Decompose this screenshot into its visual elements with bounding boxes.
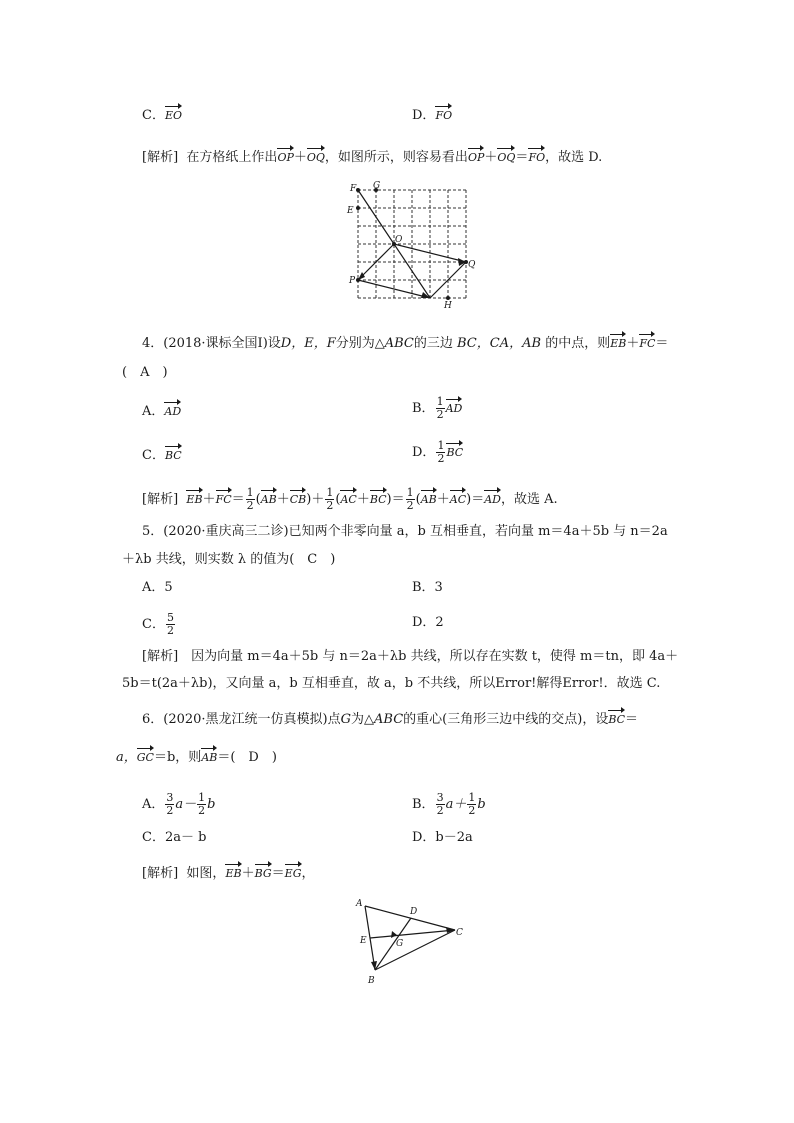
q5-analysis-line2: 5b＝t(2a＋λb)，又向量 a，b 互相垂直，故 a，b 不共线，所以Error!解得Error!．故选 C. (122, 676, 661, 691)
q4-option-b: B． $\frac{1}{2}$ AD (412, 395, 463, 421)
q5-option-c: C． $\frac{5}{2}$ (142, 611, 174, 637)
q5-option-b: B．3 (412, 580, 443, 595)
fig-label-o: O (395, 235, 403, 245)
q3-analysis: [解析] 在方格纸上作出OP＋OQ，如图所示，则容易看出OP＋OQ＝FO，故选 D. (142, 146, 602, 167)
q6-option-a: A． $\frac{3}{2}$ a－ $\frac{1}{2}$ b (142, 791, 216, 817)
fig-label-e: E (347, 206, 354, 216)
q5-analysis-line1: [解析] 因为向量 m＝4a＋5b 与 n＝2a＋λb 共线，所以存在实数 t，使得 m＝tn，即 4a＋ (142, 649, 679, 664)
q3-option-d: D．FO (412, 104, 452, 125)
vector-eo: EO (165, 104, 182, 122)
fig-label-g: G (373, 181, 381, 191)
q4-option-d: D． $\frac{1}{2}$ BC (412, 439, 464, 465)
q5-stem-line1: 5．(2020·重庆高三二诊)已知两个非零向量 a，b 互相垂直，若向量 m＝4a＋5b 与 n＝2a (142, 524, 668, 539)
q3-option-c: C．EO (142, 104, 182, 125)
q6-analysis: [解析] 如图，EB＋BG＝EG， (142, 862, 315, 883)
vector-fo: FO (435, 104, 452, 122)
q4-option-c: C．BC (142, 444, 182, 465)
tri-label-g: G (396, 939, 404, 949)
fig-label-q: Q (468, 260, 476, 270)
tri-label-c: C (456, 928, 463, 938)
q6-option-b: B． $\frac{3}{2}$ a＋ $\frac{1}{2}$ b (412, 791, 486, 817)
q6-stem-line2: a，GC＝b，则AB＝( D ) (116, 746, 277, 767)
fig-label-h: H (444, 301, 452, 308)
q6-option-c: C．2a－ b (142, 830, 207, 845)
q5-stem-line2: ＋λb 共线，则实数 λ 的值为( C ) (122, 552, 336, 567)
tri-label-b: B (368, 976, 375, 986)
q4-analysis: [解析] EB＋FC＝ $\frac{1}{2}$ (AB＋CB)＋ $\frac{1}{2}$ (AC＋BC)＝ $\frac{1}{2}$ (AB＋AC)＝AD，故选 A. (142, 486, 558, 512)
q5-option-a: A．5 (142, 580, 173, 595)
q4-stem: 4．(2018·课标全国Ⅰ)设D，E，F分别为△ABC的三边 BC，CA，AB 的中点，则EB＋FC＝ (142, 332, 668, 353)
q6-option-d: D．b－2a (412, 830, 473, 845)
tri-label-d: D (410, 907, 418, 917)
triangle-centroid-figure (350, 894, 470, 990)
grid-vector-figure (340, 180, 480, 308)
q4-option-a: A．AD (142, 400, 181, 421)
fig-label-f: F (350, 184, 357, 194)
fig-label-p: P (349, 276, 356, 286)
q6-stem-line1: 6．(2020·黑龙江统一仿真模拟)点G为△ABC的重心(三角形三边中线的交点)，设BC＝ (142, 708, 638, 729)
q5-option-d: D．2 (412, 615, 444, 630)
q4-answer: ( A ) (122, 365, 168, 380)
tri-label-e: E (360, 936, 367, 946)
grid-lines (358, 190, 466, 298)
tri-label-a: A (356, 899, 363, 909)
